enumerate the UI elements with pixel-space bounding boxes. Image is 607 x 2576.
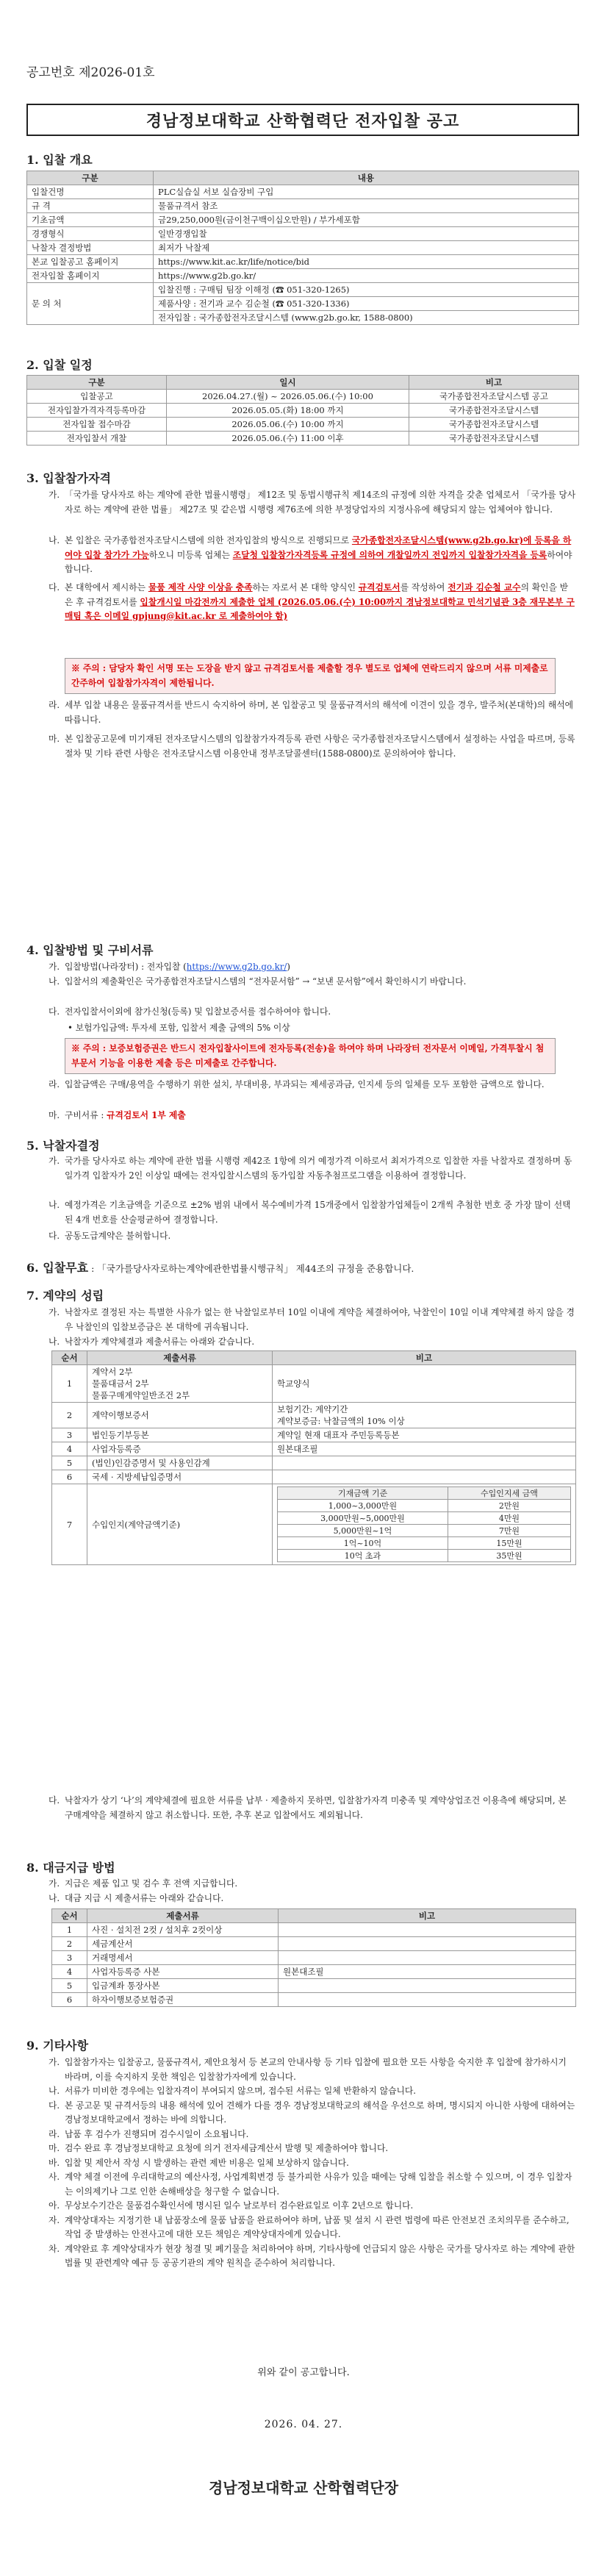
doc-note-line: 보험기간: 계약기간 xyxy=(277,1404,348,1414)
row-number: 5 xyxy=(52,1979,87,1993)
doc-note: 원본대조필 xyxy=(279,1965,576,1979)
stamp-amount: 35만원 xyxy=(448,1550,570,1562)
invalid-bid-line xyxy=(26,1259,414,1276)
section-heading-award: 5. 낙찰자결정 xyxy=(26,1139,100,1153)
notice-number: 공고번호 제2026-01호 xyxy=(26,65,155,80)
eligibility-warning-box: ※ 주의 : 담당자 확인 서명 또는 도장을 받지 않고 규격검토서를 제출할 경우 별도로 업체에 연락드리지 않으며 서류 미제출로 간주하여 입찰참가자격이 제한됩니다. xyxy=(65,658,556,694)
doc-name: 하자이행보증보험증권 xyxy=(87,1993,279,2007)
stamp-tax-cell xyxy=(273,1484,576,1565)
stamp-range: 10억 초과 xyxy=(278,1550,448,1562)
eligibility-ra-text: 세부 입찰 내용은 물품규격서를 반드시 숙지하여 하며, 본 입찰공고 및 물품규격서의 해석에 이견이 있을 경우, 발주처(본대학)의 해석에 따릅니다. xyxy=(65,700,574,725)
eligibility-na-highlight: 국가종합전자조달시스템(www.g2b.go.kr)에 등록을 하여야 입찰 참가가 가능 xyxy=(65,535,572,560)
stamp-row xyxy=(278,1537,571,1550)
row-number: 4 xyxy=(52,1965,87,1979)
row-label: 경쟁형식 xyxy=(27,227,154,241)
misc-item xyxy=(49,2170,576,2199)
schedule-date: 2026.05.06.(수) 10:00 까지 xyxy=(167,418,409,432)
row-number: 4 xyxy=(52,1442,87,1456)
row-number: 3 xyxy=(52,1428,87,1442)
method-item-ma: 마. 구비서류 : 규격검토서 1부 제출 xyxy=(49,1110,186,1120)
schedule-table xyxy=(26,375,579,446)
section-heading-schedule: 2. 입찰 일정 xyxy=(26,358,93,372)
misc-item xyxy=(49,2056,576,2084)
section-heading-payment: 8. 대금지급 방법 xyxy=(26,1861,115,1875)
eligibility-item-ma: 마. 본 입찰공고문에 미기재된 전자조달시스템의 입찰참가자격등록 관련 사항은 국가종합전자조달시스템에서 설정하는 사업을 따르며, 등록절차 및 기타 관련 사항은 전자조달시스템 이용안내 정부조달콜센터(1588-0800)로 문의하여야 합니다. xyxy=(49,732,576,761)
section-heading-overview: 1. 입찰 개요 xyxy=(26,153,93,167)
doc-list xyxy=(87,1365,273,1403)
table-row xyxy=(27,227,579,241)
contact-line: 제품사양 : 전기과 교수 김순철 (☎ 051-320-1336) xyxy=(154,297,578,311)
eligibility-da-text: 본 대학에서 제시하는 xyxy=(65,582,148,593)
table-row xyxy=(27,418,579,432)
table-header-cell: 일시 xyxy=(167,376,409,390)
doc-name: 수입인지(계약금액기준) xyxy=(87,1484,273,1565)
misc-item-marker: 라. xyxy=(49,2128,60,2139)
table-row xyxy=(27,213,579,227)
doc-line: 물품대금서 2부 xyxy=(92,1378,149,1389)
contract-item-na: 나. 낙찰자가 계약체결과 제출서류는 아래와 같습니다. xyxy=(49,1335,576,1350)
misc-item-marker: 바. xyxy=(49,2157,60,2168)
award-da-text: 공동도급계약은 불허합니다. xyxy=(65,1231,171,1241)
schedule-date: 2026.04.27.(월) ~ 2026.05.06.(수) 10:00 xyxy=(167,390,409,404)
misc-item-marker: 다. xyxy=(49,2100,60,2111)
table-row xyxy=(52,1937,576,1951)
eligibility-na-highlight: 조달청 입찰참가자격등록 규정에 의하여 개찰일까지 전입까지 입찰참가자격을 등록 xyxy=(232,549,547,560)
schedule-item: 전자입찰서 개찰 xyxy=(27,432,167,446)
stamp-range: 1,000~3,000만원 xyxy=(278,1500,448,1512)
contact-line: 전자입찰 : 국가종합전자조달시스템 (www.g2b.go.kr, 1588-0800) xyxy=(158,312,413,323)
bid-notice-link[interactable]: https://www.kit.ac.kr/life/notice/bid xyxy=(154,255,579,269)
misc-item-marker: 차. xyxy=(49,2243,60,2254)
row-label: 낙찰자 결정방법 xyxy=(27,241,154,255)
eligibility-ga-text: 「국가를 당사자로 하는 계약에 관한 법률시행령」 제12조 및 동법시행규칙 제14조의 규정에 의한 자격을 갖춘 업체로서 「국가를 당사자로 하는 계약에 관한 법률」 제27조 및 같은법 시행령 제76조에 의한 부정당업자의 지정사유에 해당되지 않는 업체여야 합니다. xyxy=(65,490,576,515)
misc-item-marker: 자. xyxy=(49,2214,60,2225)
method-warning-box: ※ 주의 : 보증보험증권은 반드시 전자입찰사이트에 전자등록(전송)을 하여야 하며 나라장터 전자문서 이메일, 가격투찰시 첨부문서 기능을 이용한 제출 등은 미제출로 간주합니다. xyxy=(65,1038,556,1074)
row-label: 기초금액 xyxy=(27,213,154,227)
award-ga-text: 국가를 당사자로 하는 계약에 관한 법률 시행령 제42조 1항에 의거 예정가격 이하로서 최저가격으로 입찰한 자를 낙찰자로 결정하며 동일가격 입찰자가 2인 이상일 때에는 전자입찰시스템의 동가입찰 자동추첨프로그램을 이용하여 결정합니다. xyxy=(65,1156,572,1181)
section-heading-method: 4. 입찰방법 및 구비서류 xyxy=(26,943,154,957)
doc-name: 입금계좌 통장사본 xyxy=(87,1979,279,1993)
award-na-text: 예정가격은 기초금액을 기준으로 ±2% 범위 내에서 복수예비가격 15개중에서 입찰참가업체들이 2개씩 추첨한 번호 중 가장 많이 선택된 4개 번호를 산술평균하여 결정합니다. xyxy=(65,1200,571,1225)
award-item-na: 나. 예정가격은 기초금액을 기준으로 ±2% 범위 내에서 복수예비가격 15개중에서 입찰참가업체들이 2개씩 추첨한 번호 중 가장 많이 선택된 4개 번호를 산술평균하여 결정합니다. xyxy=(49,1198,576,1227)
contract-docs-table xyxy=(51,1350,576,1565)
misc-item-text: 납품 후 검수가 진행되며 검수시일이 소요됩니다. xyxy=(65,2128,249,2139)
doc-note xyxy=(273,1470,576,1484)
misc-item xyxy=(49,2128,576,2142)
section-heading-eligibility: 3. 입찰참가자격 xyxy=(26,471,112,485)
misc-item-marker: 아. xyxy=(49,2200,60,2211)
schedule-item: 입찰공고 xyxy=(27,390,167,404)
misc-item-text: 입찰 및 제안서 작성 시 발생하는 관련 제반 비용은 일체 보상하지 않습니다. xyxy=(65,2157,349,2168)
table-row xyxy=(52,1456,576,1470)
notice-date: 2026. 04. 27. xyxy=(264,2419,343,2430)
misc-item-marker: 마. xyxy=(49,2143,60,2153)
stamp-tax-table xyxy=(277,1486,571,1562)
doc-note xyxy=(273,1456,576,1470)
table-row xyxy=(27,241,579,255)
eligibility-na-text: 본 입찰은 국가종합전자조달시스템에 의한 전자입찰의 방식으로 진행되므로 xyxy=(65,535,352,545)
method-item-ra: 라. 입찰금액은 구매/용역을 수행하기 위한 설치, 부대비용, 부과되는 제세공과금, 인지세 등의 일체를 모두 포함한 금액으로 합니다. xyxy=(49,1078,576,1092)
row-number: 6 xyxy=(52,1993,87,2007)
stamp-row xyxy=(278,1525,571,1537)
doc-note xyxy=(279,1937,576,1951)
table-row xyxy=(52,1993,576,2007)
row-number: 1 xyxy=(52,1365,87,1403)
method-bullet: • 보험가입금액: 투자세 포함, 입찰서 제출 금액의 5% 이상 xyxy=(68,1023,290,1033)
eligibility-da-highlight: 입찰개시일 마감전까지 제출한 업체 (2026.05.06.(수) 10:00까지 경남정보대학교 민석기념관 3층 재무본부 구매팀 혹은 이메일 gpjung@kit.ac.kr 로 제출하여야 함) xyxy=(65,596,575,621)
section-heading-contract: 7. 계약의 성립 xyxy=(26,1289,104,1303)
contract-item-da: 다. 낙찰자가 상기 ‘나’의 계약체결에 필요한 서류를 납부 · 제출하지 못하면, 입찰참가자격 미충족 및 계약상업조건 이용측에 해당되며, 본 구매계약을 체결하지 않고 취소합니다. 또한, 추후 본교 입찰에서도 제외됩니다. xyxy=(49,1794,576,1822)
table-row xyxy=(52,1965,576,1979)
table-row xyxy=(27,390,579,404)
method-ga-text: 입찰방법(나라장터) : 전자입찰 ( xyxy=(65,962,187,972)
table-header-cell: 순서 xyxy=(52,1351,87,1365)
table-header-row xyxy=(27,171,579,185)
row-value: PLC실습실 서보 실습장비 구입 xyxy=(154,185,579,199)
contract-da-text: 낙찰자가 상기 ‘나’의 계약체결에 필요한 서류를 납부 · 제출하지 못하면, 입찰참가자격 미충족 및 계약상업조건 이용측에 해당되며, 본 구매계약을 체결하지 않고 취소합니다. 또한, 추후 본교 입찰에서도 제외됩니다. xyxy=(65,1795,567,1820)
misc-item-text: 계약상대자는 지정기한 내 납품장소에 물품 납품을 완료하여야 하며, 납품 및 설치 시 관련 법령에 따른 안전보건 조치의무를 준수하고, 작업 중 발생하는 안전사고에 대한 모든 책임은 계약상대자에게 있습니다. xyxy=(65,2214,570,2239)
eligibility-da-text: 하는 자로서 본 대학 양식인 xyxy=(252,582,359,593)
method-ma-highlight: 규격검토서 1부 제출 xyxy=(107,1110,186,1120)
award-item-ga: 가. 국가를 당사자로 하는 계약에 관한 법률 시행령 제42조 1항에 의거 예정가격 이하로서 최저가격으로 입찰한 자를 낙찰자로 결정하며 동일가격 입찰자가 2인 이상일 때에는 전자입찰시스템의 동가입찰 자동추첨프로그램을 이용하여 결정합니다. xyxy=(49,1154,576,1183)
stamp-row xyxy=(278,1550,571,1562)
row-number: 7 xyxy=(52,1484,87,1565)
eligibility-da-text: 를 작성하여 xyxy=(400,582,448,593)
doc-name: 거래명세서 xyxy=(87,1951,279,1965)
schedule-item: 전자입찰 접수마감 xyxy=(27,418,167,432)
stamp-amount: 15만원 xyxy=(448,1537,570,1550)
misc-item-text: 계약완료 후 계약상대자가 현장 청결 및 폐기물을 처리하여야 하며, 기타사항에 언급되지 않은 사항은 국가를 당사자로 하는 계약에 관한 법률 및 관련계약 예규 등 공공기관의 계약 원칙을 준수하여 처리합니다. xyxy=(65,2243,575,2268)
table-row xyxy=(52,1428,576,1442)
table-row xyxy=(27,283,579,325)
misc-item xyxy=(49,2084,576,2099)
doc-name: 법인등기부등본 xyxy=(87,1428,273,1442)
method-item-ga: 가. 입찰방법(나라장터) : 전자입찰 (https://www.g2b.go.kr/) xyxy=(49,962,290,972)
doc-line: 물품구매계약일반조건 2부 xyxy=(92,1390,190,1400)
table-header-cell: 제출서류 xyxy=(87,1351,273,1365)
payment-na-text: 대금 지급 시 제출서류는 아래와 같습니다. xyxy=(65,1893,224,1903)
table-header-cell: 제출서류 xyxy=(87,1909,279,1923)
table-row xyxy=(52,1365,576,1403)
contract-na-text: 낙찰자가 계약체결과 제출서류는 아래와 같습니다. xyxy=(65,1337,255,1347)
row-value: 일반경쟁입찰 xyxy=(154,227,579,241)
stamp-header: 수입인지세 금액 xyxy=(448,1487,570,1500)
eligibility-da-highlight: 전기과 김순철 교수 xyxy=(448,582,521,593)
eligibility-da-text: 의 확인을 받은 후 규격검토서를 xyxy=(65,582,569,607)
eligibility-na-text: 하오니 미등록 업체는 xyxy=(148,549,233,560)
table-row xyxy=(52,1923,576,1937)
misc-item-text: 계약 체결 이전에 우리대학교의 예산사정, 사업계획변경 등 불가피한 사유가 있을 때에는 당해 입찰을 취소할 수 있으며, 이 경우 입찰자는 이의제기나 그로 인한 손해배상을 청구할 수 없습니다. xyxy=(65,2172,572,2197)
misc-item-text: 본 공고문 및 규격서등의 내용 해석에 있어 견해가 다를 경우 경남정보대학교의 해석을 우선으로 하며, 명시되지 아니한 사항에 대하여는 경남정보대학교에서 정하는 바에 의합니다. xyxy=(65,2100,575,2125)
misc-item-marker: 가. xyxy=(49,2057,60,2067)
schedule-note: 국가종합전자조달시스템 xyxy=(409,432,579,446)
closing-line: 위와 같이 공고합니다. xyxy=(257,2367,350,2378)
table-header-cell: 구분 xyxy=(27,376,167,390)
contacts-cell xyxy=(154,283,579,325)
doc-note xyxy=(279,1951,576,1965)
method-item-na: 나. 입찰서의 제출확인은 국가종합전자조달시스템의 “전자문서함” → “보낸 문서함”에서 확인하시기 바랍니다. xyxy=(49,975,576,990)
row-number: 5 xyxy=(52,1456,87,1470)
stamp-amount: 2만원 xyxy=(448,1500,570,1512)
doc-name: 국세 · 지방세납입증명서 xyxy=(87,1470,273,1484)
stamp-amount: 7만원 xyxy=(448,1525,570,1537)
method-da-text: 전자입찰서이외에 참가신청(등록) 및 입찰보증서를 접수하여야 합니다. xyxy=(65,1006,331,1017)
table-header-cell: 비고 xyxy=(279,1909,576,1923)
table-row xyxy=(27,404,579,418)
doc-note: 원본대조필 xyxy=(273,1442,576,1456)
contract-item-ga: 가. 낙찰자로 결정된 자는 특별한 사유가 없는 한 낙찰일로부터 10일 이내에 계약을 체결하여야, 낙찰인이 10일 이내 계약체결 하지 않을 경우 낙찰인의 입찰보증금은 본 대학에 귀속됩니다. xyxy=(49,1306,576,1334)
schedule-date: 2026.05.05.(화) 18:00 까지 xyxy=(167,404,409,418)
misc-list xyxy=(49,2056,576,2271)
row-label: 문 의 처 xyxy=(27,283,154,325)
misc-item xyxy=(49,2242,576,2271)
doc-name: 계약이행보증서 xyxy=(87,1403,273,1428)
misc-item xyxy=(49,2214,576,2242)
table-header-row xyxy=(27,376,579,390)
misc-item-marker: 사. xyxy=(49,2172,60,2182)
schedule-note: 국가종합전자조달시스템 공고 xyxy=(409,390,579,404)
payment-item-na: 나. 대금 지급 시 제출서류는 아래와 같습니다. xyxy=(49,1892,576,1906)
doc-name: 세금계산서 xyxy=(87,1937,279,1951)
row-number: 1 xyxy=(52,1923,87,1937)
doc-note xyxy=(273,1403,576,1428)
eligibility-item-ga: 가. 「국가를 당사자로 하는 계약에 관한 법률시행령」 제12조 및 동법시행규칙 제14조의 규정에 의한 자격을 갖춘 업체로서 「국가를 당사자로 하는 계약에 관한 법률」 제27조 및 같은법 시행령 제76조에 의한 부정당업자의 지정사유에 해당되지 않는 업체여야 합니다. xyxy=(49,488,576,517)
row-number: 2 xyxy=(52,1403,87,1428)
misc-item xyxy=(49,2156,576,2171)
misc-item-text: 서류가 미비한 경우에는 입찰자격이 부여되지 않으며, 접수된 서류는 일체 반환하지 않습니다. xyxy=(65,2086,417,2096)
section-heading-invalid: 6. 입찰무효 xyxy=(26,1261,89,1275)
section-heading-misc: 9. 기타사항 xyxy=(26,2039,89,2053)
method-ma-text: 구비서류 : xyxy=(65,1110,107,1120)
row-label: 입찰건명 xyxy=(27,185,154,199)
misc-item-text: 검수 완료 후 경남정보대학교 요청에 의거 전자세금계산서 발행 및 제출하여야 합니다. xyxy=(65,2143,389,2153)
overview-table xyxy=(26,171,579,325)
eligibility-item-da: 다. 본 대학에서 제시하는 물품 제작 사양 이상을 충족하는 자로서 본 대학 양식인 규격검토서를 작성하여 전기과 김순철 교수의 확인을 받은 후 규격검토서를 입찰개시일 마감전까지 제출한 업체 (2026.05.06.(수) 10:00까지 경남정보대학교 민석기념관 3층 재무본부 구매팀 혹은 이메일 gpjung@kit.ac.kr 로 제출하여야 함) xyxy=(49,582,575,621)
table-row xyxy=(52,1979,576,1993)
table-row xyxy=(52,1403,576,1428)
row-number: 6 xyxy=(52,1470,87,1484)
misc-item-text: 무상보수기간은 물품검수확인서에 명시된 일수 날로부터 검수완료일로 이후 2년으로 합니다. xyxy=(65,2200,414,2211)
stamp-range: 3,000만원~5,000만원 xyxy=(278,1512,448,1525)
table-header-cell: 내용 xyxy=(154,171,579,185)
doc-name: (법인)인감증명서 및 사용인감계 xyxy=(87,1456,273,1470)
table-row xyxy=(52,1470,576,1484)
misc-item xyxy=(49,2099,576,2128)
table-row xyxy=(52,1442,576,1456)
table-row xyxy=(52,1951,576,1965)
stamp-row xyxy=(278,1512,571,1525)
stamp-range: 5,000만원~1억 xyxy=(278,1525,448,1537)
contract-ga-text: 낙찰자로 결정된 자는 특별한 사유가 없는 한 낙찰일로부터 10일 이내에 계약을 체결하여야, 낙찰인이 10일 이내 계약체결 하지 않을 경우 낙찰인의 입찰보증금은 본 대학에 귀속됩니다. xyxy=(65,1307,575,1332)
eligibility-item-ra: 라. 세부 입찰 내용은 물품규격서를 반드시 숙지하여 하며, 본 입찰공고 및 물품규격서의 해석에 이견이 있을 경우, 발주처(본대학)의 해석에 따릅니다. xyxy=(49,698,576,727)
table-row xyxy=(27,255,579,269)
contact-line: 입찰진행 : 구매팀 팀장 이해정 (☎ 051-320-1265) xyxy=(154,283,578,297)
table-row xyxy=(27,185,579,199)
misc-item xyxy=(49,2199,576,2214)
row-value: 물품규격서 참조 xyxy=(154,199,579,213)
row-label: 본교 입찰공고 홈페이지 xyxy=(27,255,154,269)
method-na-text: 입찰서의 제출확인은 국가종합전자조달시스템의 “전자문서함” → “보낸 문서함”에서 확인하시기 바랍니다. xyxy=(65,976,467,987)
row-label: 전자입찰 홈페이지 xyxy=(27,269,154,283)
method-item-da: 다. 전자입찰서이외에 참가신청(등록) 및 입찰보증서를 접수하여야 합니다. xyxy=(49,1005,576,1020)
doc-line: 계약서 2부 xyxy=(92,1367,133,1377)
method-ra-text: 입찰금액은 구매/용역을 수행하기 위한 설치, 부대비용, 부과되는 제세공과금, 인지세 등의 일체를 모두 포함한 금액으로 합니다. xyxy=(65,1079,545,1090)
misc-item-text: 입찰참가자는 입찰공고, 물품규격서, 제안요청서 등 본교의 안내사항 등 기타 입찰에 필요한 모든 사항을 숙지한 후 입찰에 참가하시기 바라며, 이를 숙지하지 못한 책임은 입찰참가자에게 있습니다. xyxy=(65,2057,567,2082)
stamp-row xyxy=(278,1500,571,1512)
schedule-item: 전자입찰가격자격등록마감 xyxy=(27,404,167,418)
table-header-cell: 비고 xyxy=(273,1351,576,1365)
issuer-name: 경남정보대학교 산학협력단장 xyxy=(208,2479,399,2497)
schedule-note: 국가종합전자조달시스템 xyxy=(409,418,579,432)
table-row xyxy=(52,1484,576,1565)
doc-name: 사업자등록증 xyxy=(87,1442,273,1456)
method-ga-text: ) xyxy=(287,962,290,972)
notice-title: 경남정보대학교 산학협력단 전자입찰 공고 xyxy=(26,104,579,136)
table-header-row xyxy=(52,1909,576,1923)
schedule-note: 국가종합전자조달시스템 xyxy=(409,404,579,418)
misc-item-marker: 나. xyxy=(49,2086,60,2096)
table-row xyxy=(27,199,579,213)
doc-name: 사진 · 설치전 2컷 / 설치후 2컷이상 xyxy=(87,1923,279,1937)
payment-ga-text: 지급은 제품 입고 및 검수 후 전액 지급합니다. xyxy=(65,1878,238,1889)
eligibility-na-text: 하여야 합니다. xyxy=(65,549,572,574)
eligibility-da-highlight: 물품 제작 사양 이상을 충족 xyxy=(148,582,253,593)
doc-note xyxy=(279,1993,576,2007)
table-header-cell: 구분 xyxy=(27,171,154,185)
payment-docs-table xyxy=(51,1908,576,2007)
table-header-cell: 비고 xyxy=(409,376,579,390)
g2b-link[interactable]: https://www.g2b.go.kr/ xyxy=(186,962,287,972)
table-row xyxy=(27,432,579,446)
row-label: 규 격 xyxy=(27,199,154,213)
payment-item-ga: 가. 지급은 제품 입고 및 검수 후 전액 지급합니다. xyxy=(49,1877,576,1892)
eligibility-da-highlight: 규격검토서 xyxy=(358,582,401,593)
stamp-header: 기재금액 기준 xyxy=(278,1487,448,1500)
misc-item xyxy=(49,2142,576,2156)
award-item-da: 다. 공동도급계약은 불허합니다. xyxy=(49,1229,576,1244)
stamp-amount: 4만원 xyxy=(448,1512,570,1525)
row-value: 최저가 낙찰제 xyxy=(154,241,579,255)
doc-name: 사업자등록증 사본 xyxy=(87,1965,279,1979)
doc-note: 계약일 현재 대표자 주민등록등본 xyxy=(273,1428,576,1442)
stamp-range: 1억~10억 xyxy=(278,1537,448,1550)
table-header-row xyxy=(52,1351,576,1365)
table-row xyxy=(27,269,579,283)
doc-note: 학교양식 xyxy=(273,1365,576,1403)
eligibility-item-na: 나. 본 입찰은 국가종합전자조달시스템에 의한 전자입찰의 방식으로 진행되므로 국가종합전자조달시스템(www.g2b.go.kr)에 등록을 하여야 입찰 참가가 가능하오니 미등록 업체는 조달청 입찰참가자격등록 규정에 의하여 개찰일까지 전입까지 입찰참가자격을 등록하여야 합니다. xyxy=(49,535,572,574)
doc-note-line: 계약보증금: 낙찰금액의 10% 이상 xyxy=(277,1416,405,1426)
invalid-bid-text: : 「국가를당사자로하는계약에관한법률시행규칙」 제44조의 규정을 준용합니다. xyxy=(88,1263,414,1274)
schedule-date: 2026.05.06.(수) 11:00 이후 xyxy=(167,432,409,446)
row-number: 3 xyxy=(52,1951,87,1965)
table-header-cell: 순서 xyxy=(52,1909,87,1923)
row-value: 금29,250,000원(금이천구백이십오만원) / 부가세포함 xyxy=(154,213,579,227)
doc-note xyxy=(279,1979,576,1993)
doc-note xyxy=(279,1923,576,1937)
e-bid-link[interactable]: https://www.g2b.go.kr/ xyxy=(154,269,579,283)
eligibility-ma-text: 본 입찰공고문에 미기재된 전자조달시스템의 입찰참가자격등록 관련 사항은 국가종합전자조달시스템에서 설정하는 사업을 따르며, 등록절차 및 기타 관련 사항은 전자조달시스템 이용안내 정부조달콜센터(1588-0800)로 문의하여야 합니다. xyxy=(65,734,575,759)
row-number: 2 xyxy=(52,1937,87,1951)
